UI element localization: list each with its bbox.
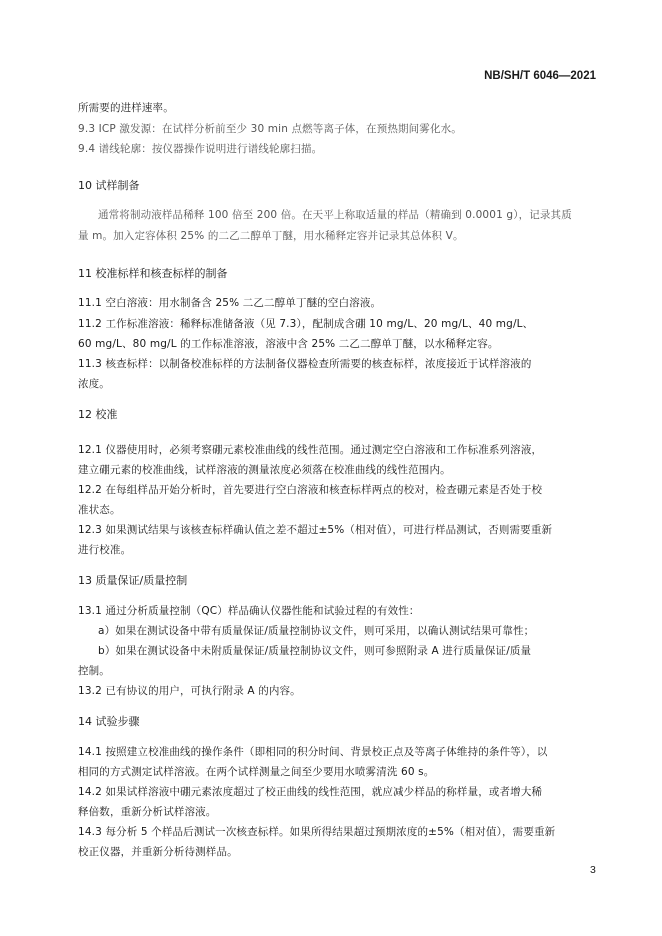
clause-14-2: 14.2 如果试样溶液中硼元素浓度超过了校正曲线的线性范围，就应减少样品的称样量，或者增大稀 bbox=[78, 786, 543, 798]
text-line: 浓度。 bbox=[78, 378, 110, 390]
clause-14-3: 14.3 每分析 5 个样品后测试一次核查标样。如果所得结果超过预期浓度的±5%（相对值），需要重新 bbox=[78, 826, 556, 838]
section-heading-12: 12 校准 bbox=[78, 408, 118, 421]
text-line: 通常将制动液样品稀释 100 倍至 200 倍。在天平上称取适量的样品（精确到 0.0001 g），记录其质 bbox=[98, 209, 572, 221]
clause-9-4: 9.4 谱线轮廓：按仪器操作说明进行谱线轮廓扫描。 bbox=[78, 143, 323, 155]
clause-11-1: 11.1 空白溶液：用水制备含 25% 二乙二醇单丁醚的空白溶液。 bbox=[78, 297, 382, 309]
text-line: 建立硼元素的校准曲线，试样溶液的测量浓度必须落在校准曲线的线性范围内。 bbox=[78, 464, 451, 476]
clause-11-2: 11.2 工作标准溶液：稀释标准储备液（见 7.3），配制成含硼 10 mg/L、20 mg/L、40 mg/L、 bbox=[78, 318, 534, 330]
clause-14-1: 14.1 按照建立校准曲线的操作条件（即相同的积分时间、背景校正点及等离子体维持的条件等），以 bbox=[78, 746, 548, 758]
list-item-b: b）如果在测试设备中未附质量保证/质量控制协议文件，则可参照附录 A 进行质量保证/质量 bbox=[98, 645, 532, 657]
text-line: 量 m。加入定容体积 25% 的二乙二醇单丁醚，用水稀释定容并记录其总体积 V。 bbox=[78, 230, 464, 242]
text-line: 控制。 bbox=[78, 665, 110, 677]
section-heading-10: 10 试样制备 bbox=[78, 179, 140, 192]
text-line: 释倍数，重新分析试样溶液。 bbox=[78, 806, 217, 818]
section-heading-11: 11 校准标样和核查标样的制备 bbox=[78, 267, 228, 280]
text-line: 校正仪器，并重新分析待测样品。 bbox=[78, 846, 238, 858]
text-line: 进行校准。 bbox=[78, 544, 132, 556]
standard-code-header: NB/SH/T 6046—2021 bbox=[484, 70, 596, 82]
clause-9-3: 9.3 ICP 激发源：在试样分析前至少 30 min 点燃等离子体，在预热期间雾化水。 bbox=[78, 123, 462, 135]
page-number: 3 bbox=[590, 864, 596, 876]
clause-12-3: 12.3 如果测试结果与该核查标样确认值之差不超过±5%（相对值），可进行样品测试，否则需要重新 bbox=[78, 524, 553, 536]
clause-13-2: 13.2 已有协议的用户，可执行附录 A 的内容。 bbox=[78, 685, 301, 697]
list-item-a: a）如果在测试设备中带有质量保证/质量控制协议文件，则可采用，以确认测试结果可靠性； bbox=[98, 625, 535, 637]
clause-11-3: 11.3 核查标样：以制备校准标样的方法制备仪器检查所需要的核查标样，浓度接近于试样溶液的 bbox=[78, 358, 532, 370]
text-line: 所需要的进样速率。 bbox=[78, 102, 174, 114]
section-heading-14: 14 试验步骤 bbox=[78, 715, 140, 728]
clause-12-1: 12.1 仪器使用时，必须考察硼元素校准曲线的线性范围。通过测定空白溶液和工作标准系列溶液， bbox=[78, 444, 543, 456]
text-line: 相同的方式测定试样溶液。在两个试样测量之间至少要用水喷雾清洗 60 s。 bbox=[78, 766, 435, 778]
section-heading-13: 13 质量保证/质量控制 bbox=[78, 574, 188, 587]
text-line: 准状态。 bbox=[78, 504, 121, 516]
clause-12-2: 12.2 在每组样品开始分析时，首先要进行空白溶液和核查标样两点的校对，检查硼元素是否处于校 bbox=[78, 484, 543, 496]
clause-13-1: 13.1 通过分析质量控制（QC）样品确认仪器性能和试验过程的有效性： bbox=[78, 605, 420, 617]
text-line: 60 mg/L、80 mg/L 的工作标准溶液，溶液中含 25% 二乙二醇单丁醚，以水稀释定容。 bbox=[78, 338, 499, 350]
